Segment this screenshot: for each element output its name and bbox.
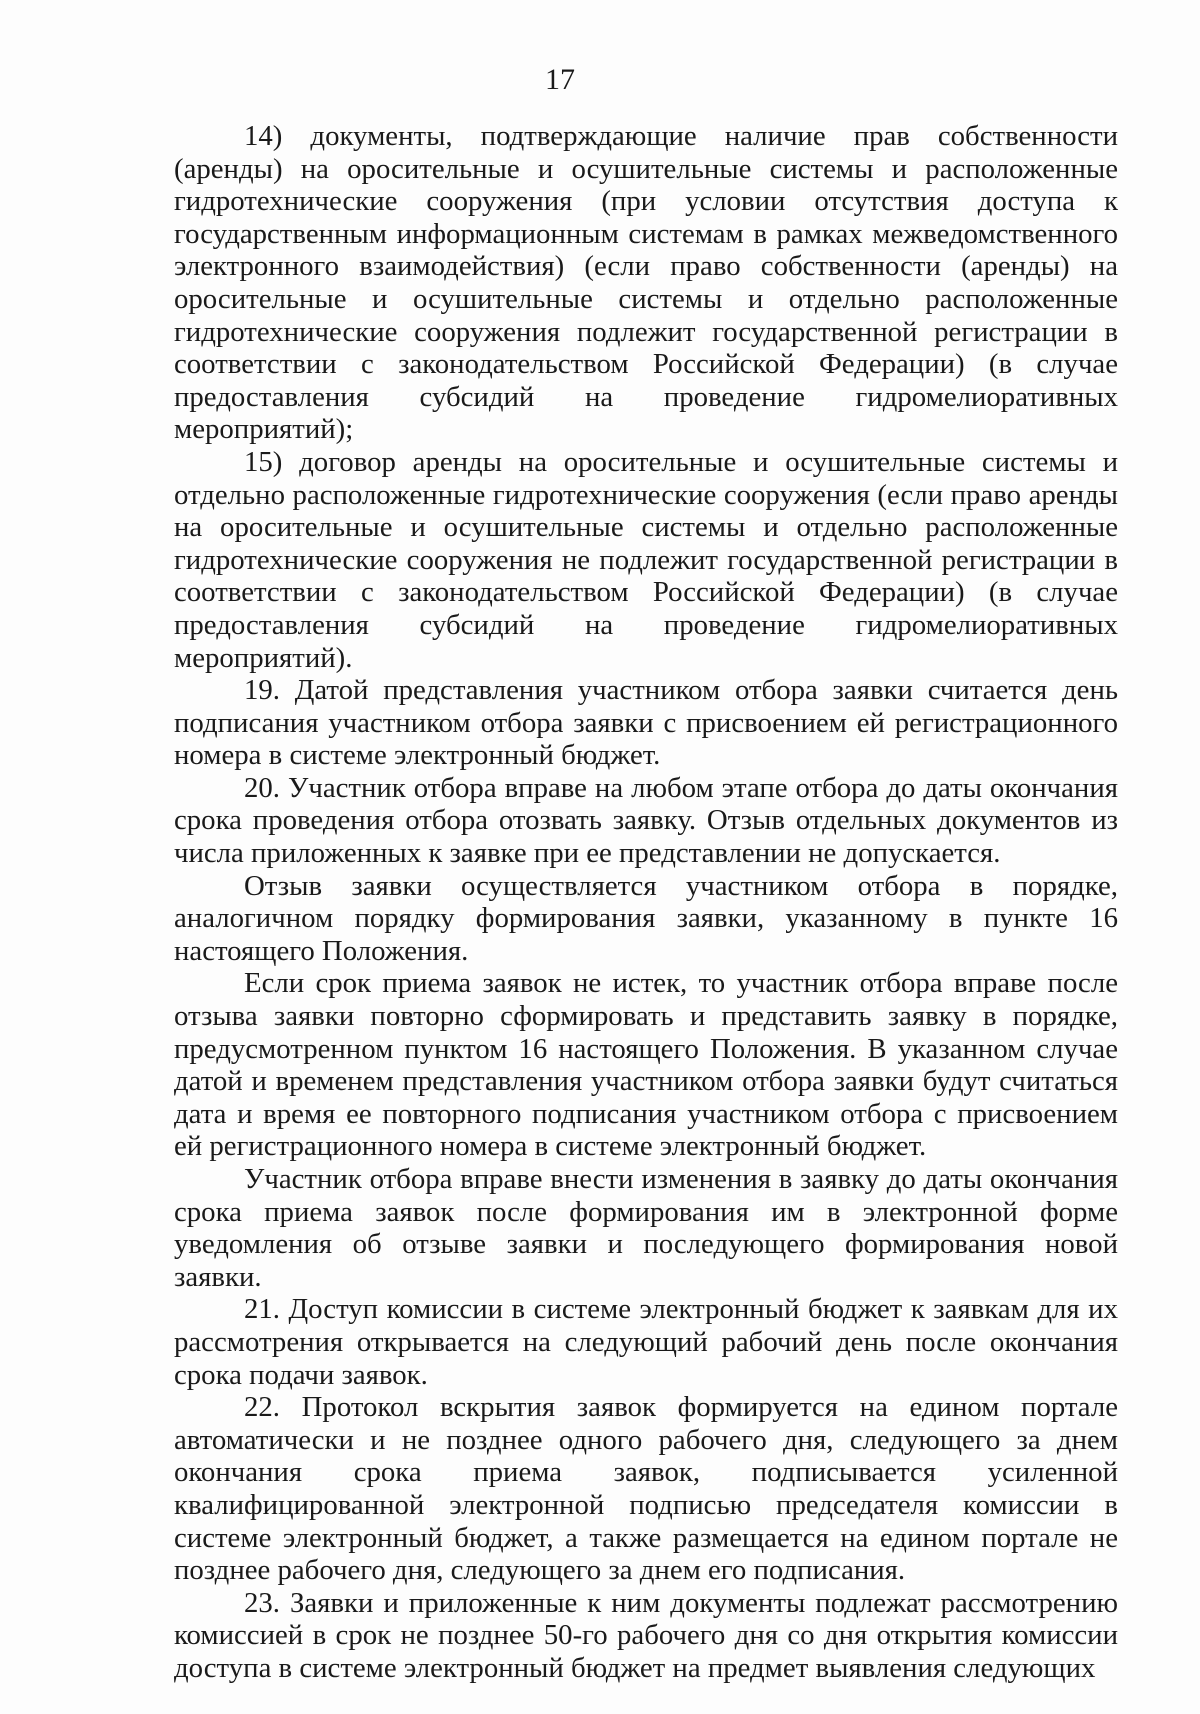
- paragraph-amendments: Участник отбора вправе внести изменения в заявку до даты окончания срока приема заявок после формирования им в электронной форме уведомления об отзыве заявки и последующего формирования новой заявки.: [174, 1163, 1118, 1293]
- paragraph-withdrawal-procedure: Отзыв заявки осуществляется участником отбора в порядке, аналогичном порядку формирования заявки, указанному в пункте 16 настоящего Положения.: [174, 869, 1118, 967]
- document-body: [174, 120, 1118, 1685]
- paragraph-resubmission: Если срок приема заявок не истек, то участник отбора вправе после отзыва заявки повторно сформировать и представить заявку в порядке, предусмотренном пунктом 16 настоящего Положения. В указанном случае датой и временем представления участником отбора заявки будут считаться дата и время ее повторного подписания участником отбора с присвоением ей регистрационного номера в системе электронный бюджет.: [174, 967, 1118, 1163]
- paragraph-clause-21: 21. Доступ комиссии в системе электронный бюджет к заявкам для их рассмотрения открывается на следующий рабочий день после окончания срока подачи заявок.: [174, 1293, 1118, 1391]
- paragraph-clause-20: 20. Участник отбора вправе на любом этапе отбора до даты окончания срока проведения отбора отозвать заявку. Отзыв отдельных документов из числа приложенных к заявке при ее представлении не допускается.: [174, 771, 1118, 870]
- paragraph-clause-19: 19. Датой представления участником отбора заявки считается день подписания участником отбора заявки с присвоением ей регистрационного номера в системе электронный бюджет.: [174, 674, 1118, 772]
- paragraph-item-15: 15) договор аренды на оросительные и осушительные системы и отдельно расположенные гидротехнические сооружения (если право аренды на оросительные и осушительные системы и отдельно расположенные гидротехнические сооружения не подлежит государственной регистрации в соответствии с законодательством Российской Федерации) (в случае предоставления субсидий на проведение гидромелиоративных мероприятий).: [174, 445, 1118, 674]
- paragraph-clause-22: 22. Протокол вскрытия заявок формируется на едином портале автоматически и не позднее одного рабочего дня, следующего за днем окончания срока приема заявок, подписывается усиленной квалифицированной электронной подписью председателя комиссии в системе электронный бюджет, а также размещается на едином портале не позднее рабочего дня, следующего за днем его подписания.: [174, 1391, 1118, 1587]
- page-number: 17: [545, 63, 575, 96]
- paragraph-item-14: 14) документы, подтверждающие наличие прав собственности (аренды) на оросительные и осушительные системы и расположенные гидротехнические сооружения (при условии отсутствия доступа к государственным информационным системам в рамках межведомственного электронного взаимодействия) (если право собственности (аренды) на оросительные и осушительные системы и отдельно расположенные гидротехнические сооружения подлежит государственной регистрации в соответствии с законодательством Российской Федерации) (в случае предоставления субсидий на проведение гидромелиоративных мероприятий);: [174, 120, 1118, 446]
- paragraph-clause-23: 23. Заявки и приложенные к ним документы подлежат рассмотрению комиссией в срок не позднее 50-го рабочего дня со дня открытия комиссии доступа в системе электронный бюджет на предмет выявления следующих: [174, 1586, 1118, 1684]
